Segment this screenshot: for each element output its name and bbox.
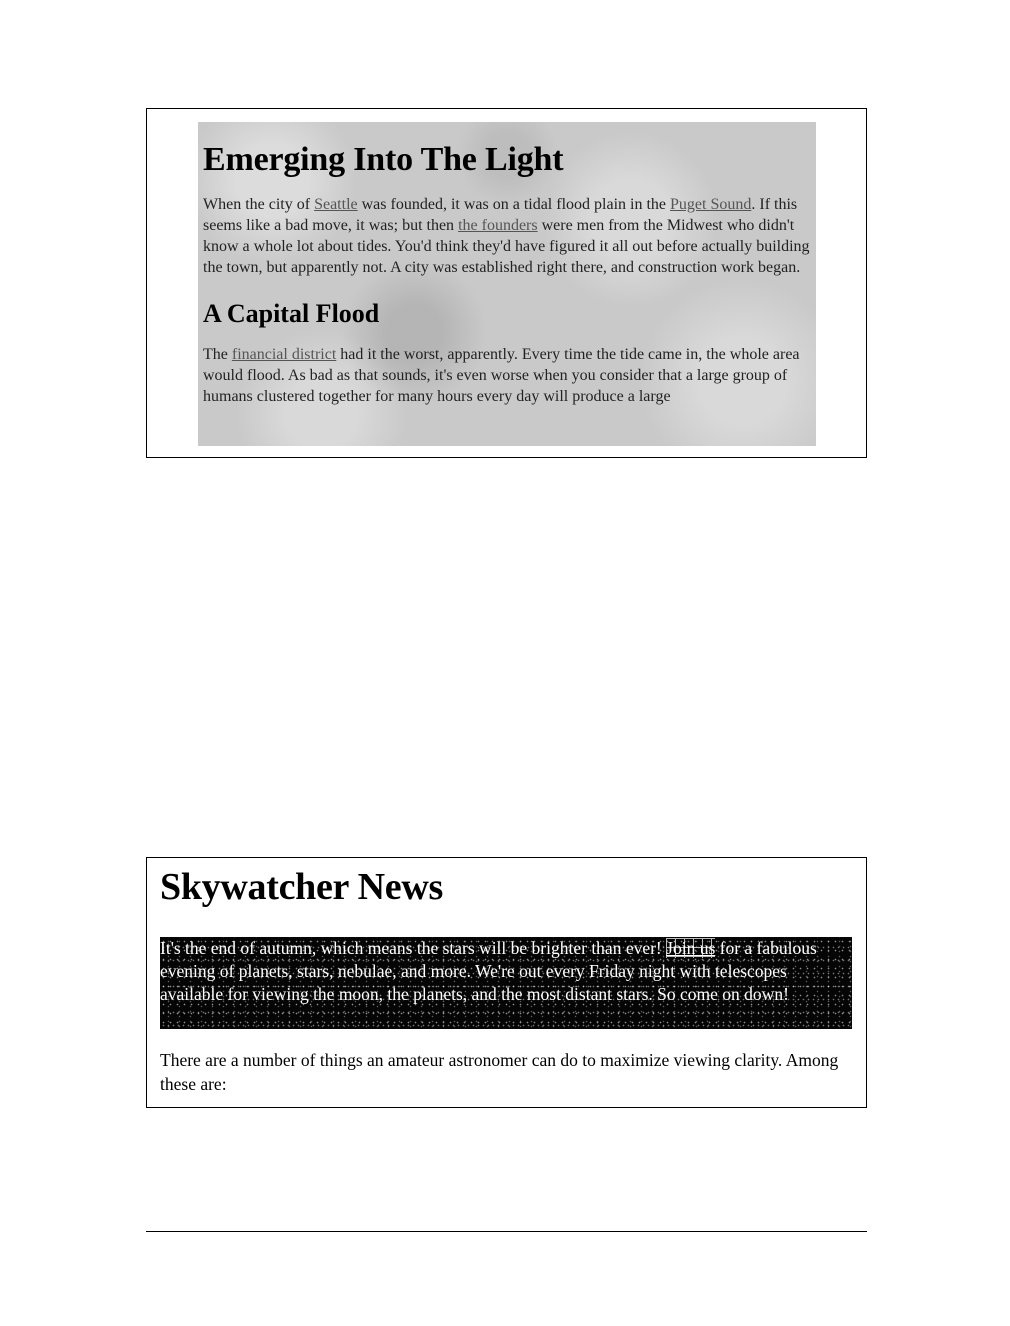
figure-skywatcher-page [146,857,867,1108]
seattle-link[interactable]: Seattle [314,196,358,213]
body-paragraph: There are a number of things an amateur astronomer can do to maximize viewing clarity. Among these are: [160,1050,839,1094]
page-heading: Skywatcher News [160,866,443,908]
page-heading: Emerging Into The Light [203,141,564,178]
founders-link[interactable]: the founders [458,217,538,234]
starfield-highlight-box: It's the end of autumn, which means the stars will be brighter than ever! Join us for a fabulous evening of planets, stars, nebulae, and more. We're out every Friday night with telescopes available for viewing the moon, the planets, and the most distant stars. So come on down! [160,937,852,1029]
intro-paragraph: When the city of Seattle was founded, it was on a tidal flood plain in the Puget Sound. If this seems like a bad move, it was; but then the founders were men from the Midwest who didn't know a whole lot about tides. You'd think they'd have figured it all out before actually building the town, but apparently not. A city was established right there, and construction work began. [203,196,810,276]
figure-seattle-page [146,108,867,458]
financial-district-link[interactable]: financial district [231,346,337,363]
section-heading: A Capital Flood [203,299,380,328]
page-footer-rule [146,1231,867,1232]
join-us-link[interactable]: Join us [666,938,716,958]
flood-paragraph: The financial district had it the worst, apparently. Every time the tide came in, the whole area would flood. As bad as that sounds, it's even worse when you consider that a large group of humans clustered together for many hours every day will produce a large [203,346,800,405]
marble-background-page [198,122,816,446]
puget-sound-link[interactable]: Puget Sound [670,196,752,213]
